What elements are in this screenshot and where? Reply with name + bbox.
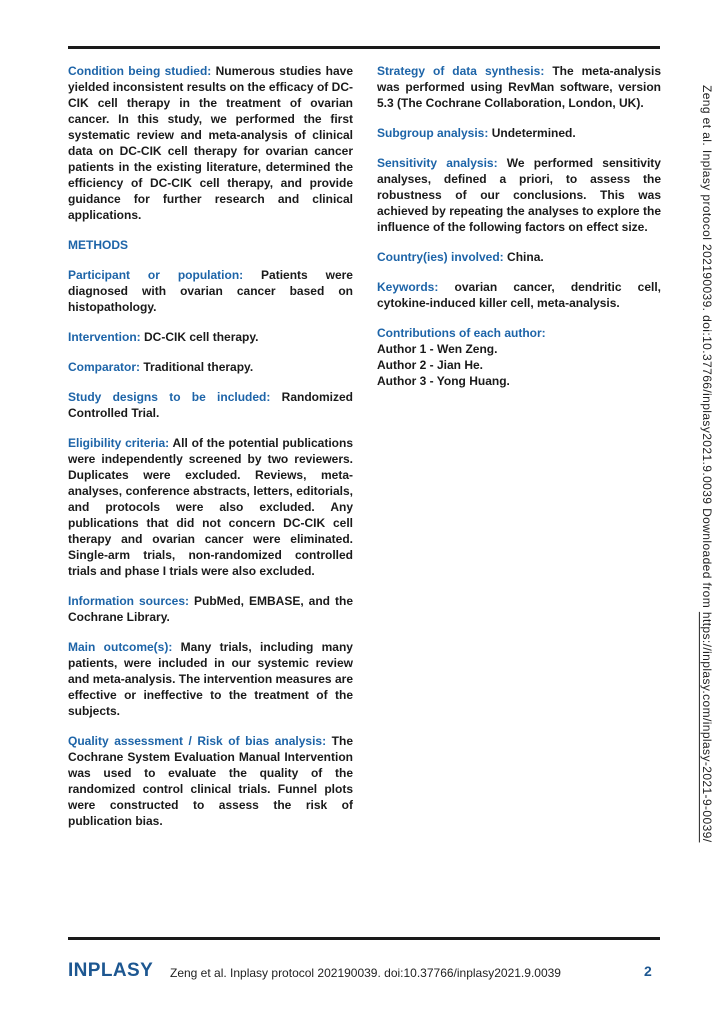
section-text: All of the potential publications were independently screened by two reviewers. Duplicates were excluded. Reviews, meta-analyses, conference abstracts, letters, editorials, and protocols were also excluded. Any publications that did not concern DC-CIK cell therapy and ovarian cancer were eliminated. Single-arm trials, non-randomized controlled trials and phase I trials were also excluded. xyxy=(68,436,354,578)
section-subgroup-analysis xyxy=(377,125,661,141)
section-text: China. xyxy=(507,250,544,264)
section-text: We performed sensitivity analyses, defined a priori, to assess the robustness of our conclusions. This was achieved by repeating the analyses to explore the influence of the following factors on effect size. xyxy=(377,156,661,234)
section-keywords xyxy=(377,279,661,311)
section-condition-being-studied xyxy=(68,63,353,223)
section-intervention xyxy=(68,329,353,345)
sidebar-citation-text: Zeng et al. Inplasy protocol 202190039. doi:10.37766/inplasy2021.9.0039 Downloaded from xyxy=(700,85,714,612)
section-label: Subgroup analysis: xyxy=(377,126,489,140)
rotated-sidebar-citation xyxy=(698,85,716,1015)
methods-heading: METHODS xyxy=(68,238,128,252)
section-contributions xyxy=(377,325,661,389)
section-text: PubMed, EMBASE, and the Cochrane Library. xyxy=(68,594,353,624)
top-divider xyxy=(68,46,660,49)
section-sensitivity-analysis xyxy=(377,155,661,235)
section-label: Contributions of each author: xyxy=(377,326,546,340)
left-column xyxy=(68,63,353,843)
inplasy-logo: INPLASY xyxy=(68,960,154,981)
section-label: Eligibility criteria: xyxy=(68,436,170,450)
right-column xyxy=(377,63,661,403)
section-label: Country(ies) involved: xyxy=(377,250,504,264)
section-text: Traditional therapy. xyxy=(143,360,254,374)
footer-citation: Zeng et al. Inplasy protocol 202190039. doi:10.37766/inplasy2021.9.0039 xyxy=(170,966,561,980)
section-text: Patients were diagnosed with ovarian cancer based on histopathology. xyxy=(68,268,353,314)
section-text: DC-CIK cell therapy. xyxy=(144,330,259,344)
section-study-designs xyxy=(68,389,353,421)
section-label: Participant or population: xyxy=(68,268,244,282)
section-text: Numerous studies have yielded inconsistent results on the efficacy of DC-CIK cell therapy in the treatment of ovarian cancer. In this study, we performed the first systematic review and meta-analysis of clinical data on DC-CIK cell therapy for ovarian cancer patients in the existing literature, determined the efficiency of DC-CIK cell therapy, and provide guidance for further research and clinical applications. xyxy=(68,64,354,222)
page-number: 2 xyxy=(644,963,652,979)
section-label: Study designs to be included: xyxy=(68,390,271,404)
section-participant-or-population xyxy=(68,267,353,315)
section-eligibility-criteria xyxy=(68,435,353,579)
section-label: Sensitivity analysis: xyxy=(377,156,498,170)
section-comparator xyxy=(68,359,353,375)
section-countries-involved xyxy=(377,249,661,265)
section-label: Condition being studied: xyxy=(68,64,212,78)
section-text: The meta-analysis was performed using RevMan software, version 5.3 (The Cochrane Collaboration, London, UK). xyxy=(377,64,662,110)
section-text: Many trials, including many patients, were included in our systemic review and meta-analysis. The intervention measures are effective or ineffective to the treatment of the subjects. xyxy=(68,640,353,718)
section-text: Randomized Controlled Trial. xyxy=(68,390,353,420)
section-quality-assessment xyxy=(68,733,353,829)
section-label: Strategy of data synthesis: xyxy=(377,64,545,78)
section-label: Quality assessment / Risk of bias analysis: xyxy=(68,734,327,748)
section-text: The Cochrane System Evaluation Manual Intervention was used to evaluate the quality of the randomized control clinical trials. Funnel plots were constructed to assess the risk of publication bias. xyxy=(68,734,353,828)
sidebar-citation-link[interactable]: https://inplasy.com/inplasy-2021-9-0039/ xyxy=(700,611,714,843)
author-line: Author 1 - Wen Zeng. xyxy=(377,342,498,356)
author-line: Author 3 - Yong Huang. xyxy=(377,374,510,388)
section-label: Intervention: xyxy=(68,330,141,344)
section-label: Comparator: xyxy=(68,360,141,374)
section-text: Undetermined. xyxy=(491,126,576,140)
section-label: Keywords: xyxy=(377,280,439,294)
author-line: Author 2 - Jian He. xyxy=(377,358,484,372)
section-label: Main outcome(s): xyxy=(68,640,173,654)
section-strategy-of-data-synthesis xyxy=(377,63,661,111)
section-main-outcomes xyxy=(68,639,353,719)
bottom-divider xyxy=(68,937,660,940)
section-label: Information sources: xyxy=(68,594,190,608)
section-text: ovarian cancer, dendritic cell, cytokine-induced killer cell, meta-analysis. xyxy=(377,280,661,310)
section-information-sources xyxy=(68,593,353,625)
